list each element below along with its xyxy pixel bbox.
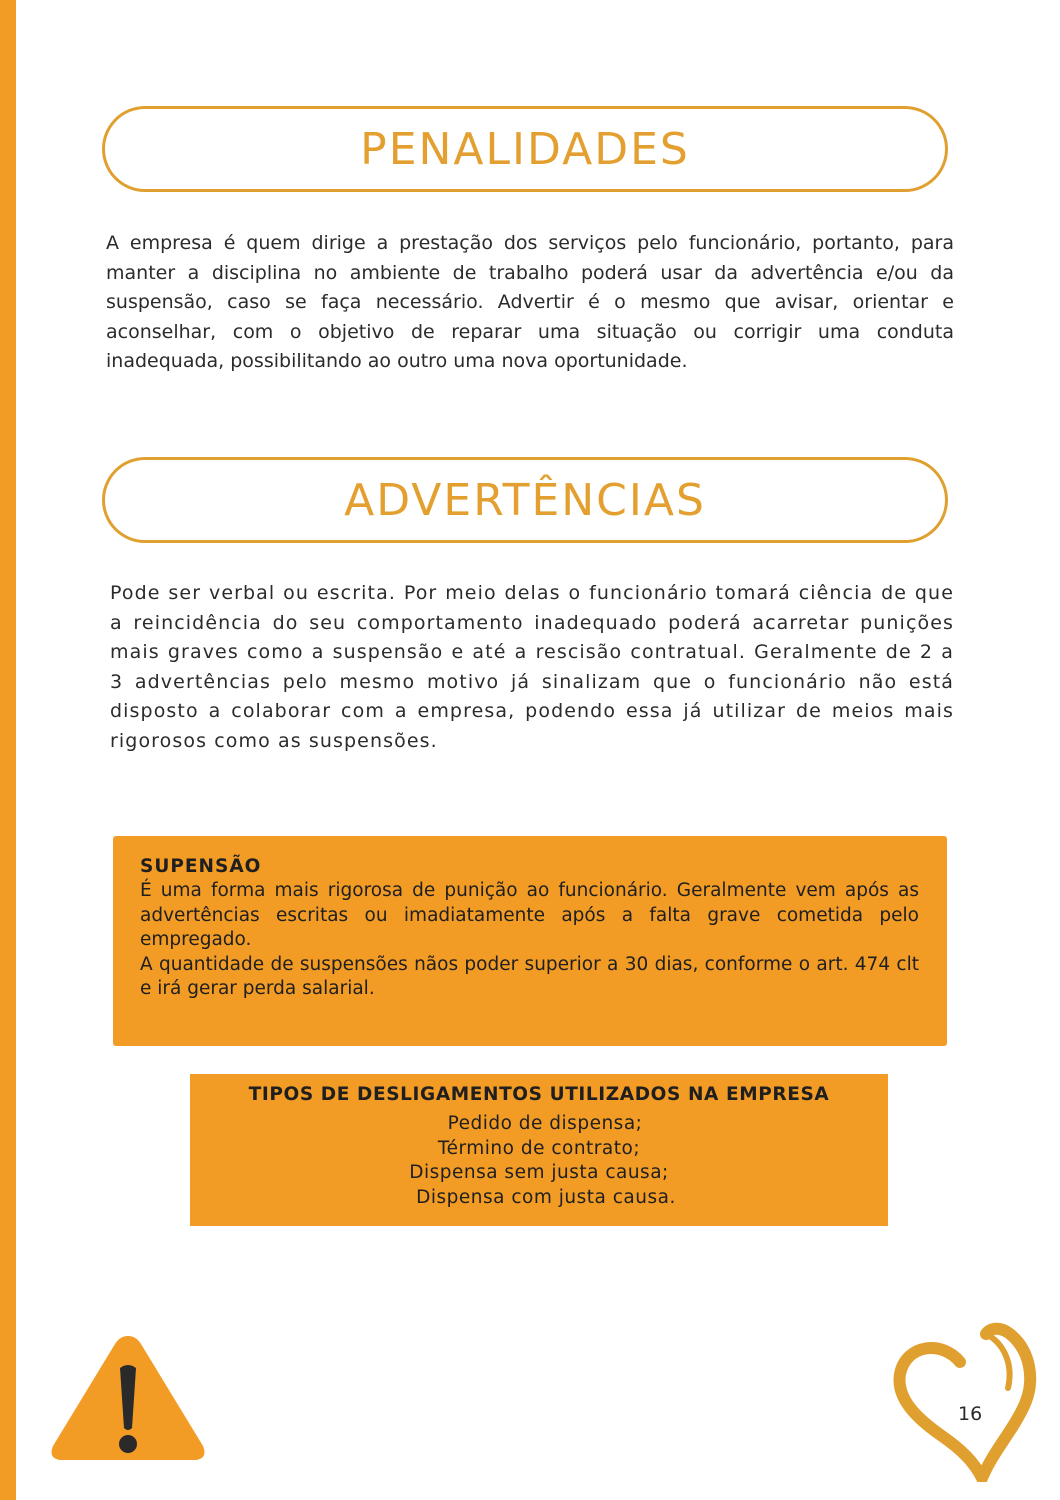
advertencias-paragraph: Pode ser verbal ou escrita. Por meio delas o funcionário tomará ciência de que a reincidência do seu comportamento inadequado poderá acarretar punições mais graves como a suspensão e até a rescisão contratual. Geralmente de 2 a 3 advertências pelo mesmo motivo já sinalizam que o funcionário não está disposto a colaborar com a empresa, podendo essa já utilizar de meios mais rigorosos como as suspensões. — [110, 582, 954, 752]
penalidades-title: PENALIDADES — [360, 123, 690, 175]
tipos-desligamentos-title: TIPOS DE DESLIGAMENTOS UTILIZADOS NA EMPRESA — [248, 1084, 830, 1105]
supensao-box — [113, 836, 947, 1046]
advertencias-title: ADVERTÊNCIAS — [344, 474, 706, 526]
penalidades-heading-box — [102, 106, 948, 192]
list-item: Término de contrato; — [437, 1137, 641, 1159]
heart-logo-icon — [890, 1322, 1040, 1482]
warning-icon — [48, 1328, 208, 1468]
supensao-text-1: É uma forma mais rigorosa de punição ao funcionário. Geralmente vem após as advertências escritas ou imadiatamente após a falta grave cometida pelo empregado. — [140, 880, 919, 950]
page-number: 16 — [958, 1403, 983, 1425]
penalidades-paragraph: A empresa é quem dirige a prestação dos serviços pelo funcionário, portanto, para manter a disciplina no ambiente de trabalho poderá usar da advertência e/ou da suspensão, caso se faça necessário. Advertir é o mesmo que avisar, orientar e aconselhar, com o objetivo de reparar uma situação ou corrigir uma conduta inadequada, possibilitando ao outro uma nova oportunidade. — [106, 232, 954, 372]
list-item: Dispensa com justa causa. — [416, 1186, 676, 1208]
advertencias-heading-box — [102, 457, 948, 543]
supensao-title: SUPENSÃO — [140, 856, 262, 877]
list-item: Dispensa sem justa causa; — [409, 1162, 669, 1183]
supensao-text-2: A quantidade de suspensões nãos poder superior a 30 dias, conforme o art. 474 clt e irá gerar perda salarial. — [140, 953, 919, 999]
tipos-desligamentos-list — [190, 1112, 888, 1210]
tipos-desligamentos-box — [190, 1074, 888, 1226]
left-accent-bar — [0, 0, 16, 1500]
list-item: Pedido de dispensa; — [447, 1113, 643, 1134]
